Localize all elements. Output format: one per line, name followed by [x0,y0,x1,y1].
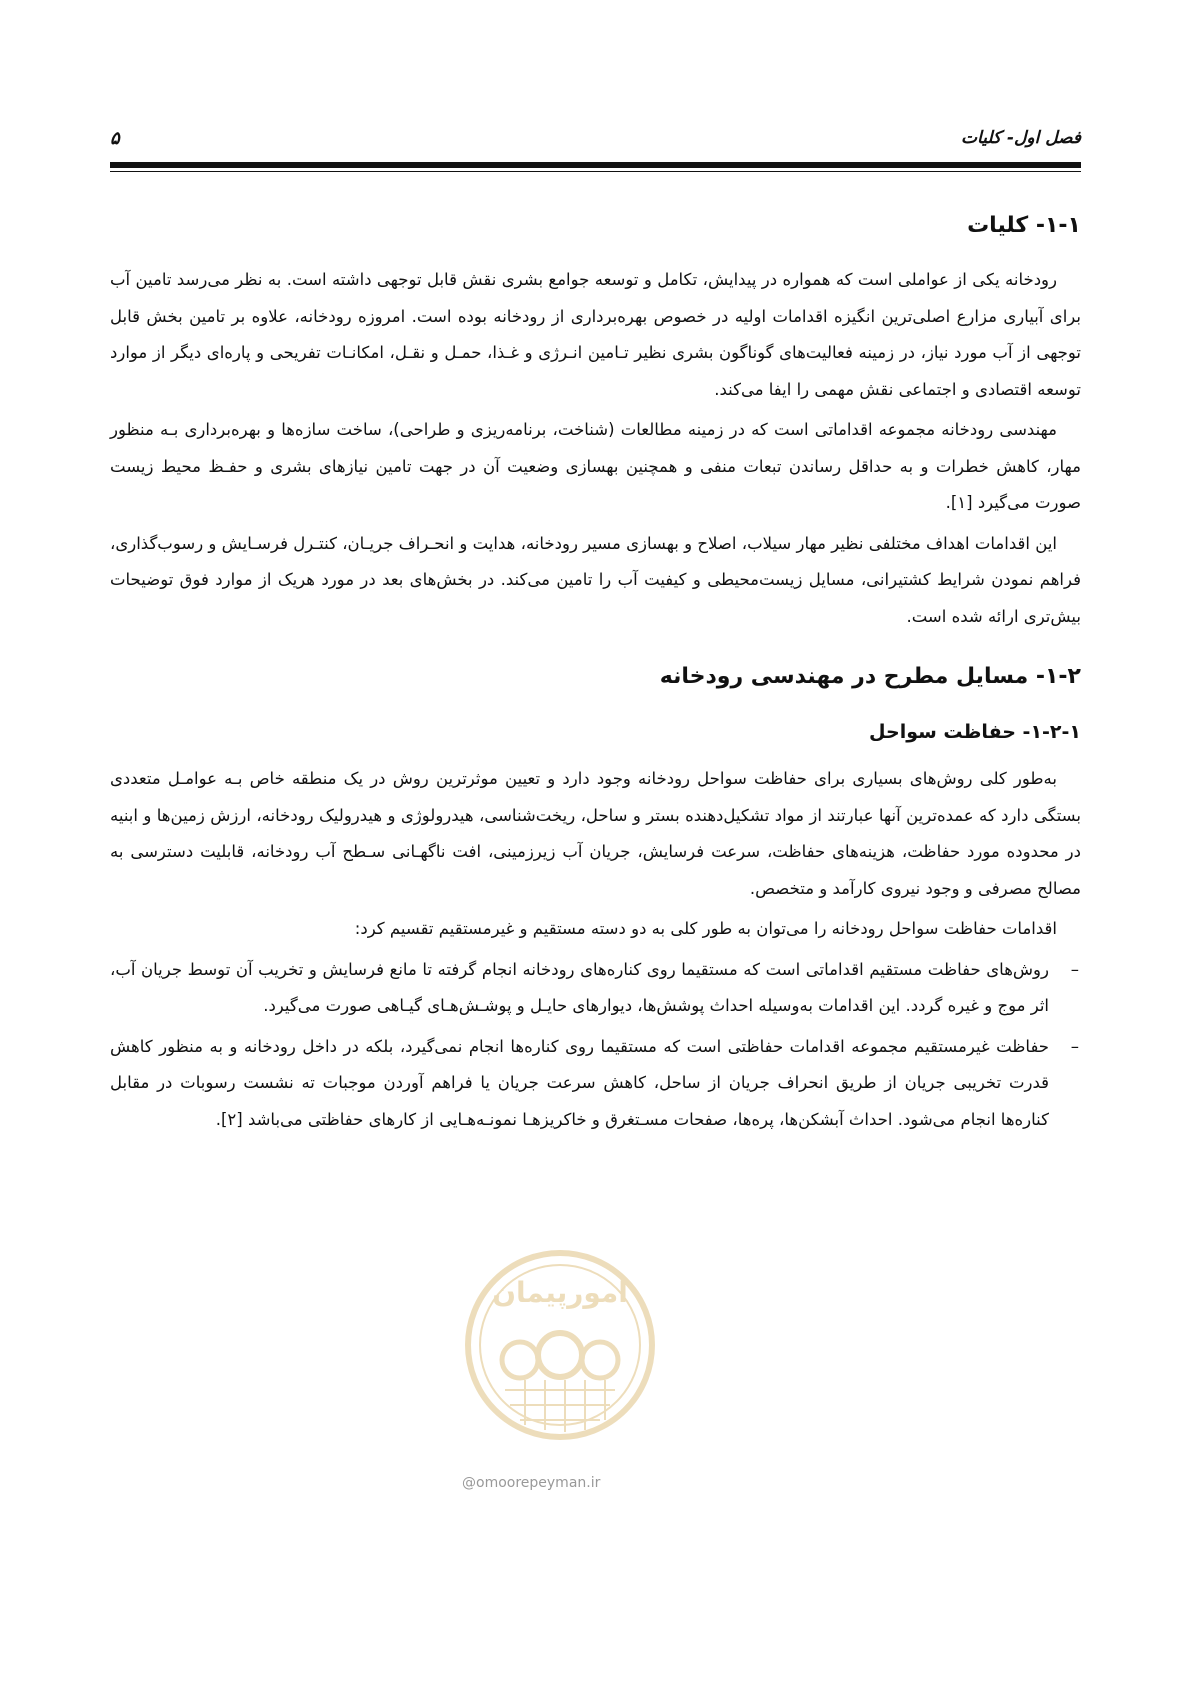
section-heading-1-1: ۱-۱- کلیات [967,213,1081,238]
page-content [110,210,1081,1142]
bullet-dash: – [1070,959,1079,979]
bullet-list [110,952,1081,1139]
header-rule-thin [110,171,1081,172]
bullet-dash: – [1070,1036,1079,1056]
gear-icon [582,1342,618,1378]
gear-icon [538,1333,582,1377]
seal-text: امورپیمان [492,1276,628,1309]
paragraph: این اقدامات اهداف مختلفی نظیر مهار سیلاب، اصلاح و بهسازی مسیر رودخانه، هدایت و انحـراف جریـان، کنتـرل فرسـایش و رسوب‌گذاری، فراهم نمودن شرایط کشتیرانی، مسایل زیست‌محیطی و کیفیت آب را تامین می‌کند. در بخش‌های بعد در مورد هریک از موارد فوق توضیحات بیش‌تری ارائه شده است. [110,533,1081,626]
page-number: ۵ [110,128,120,149]
watermark-seal [455,1240,665,1470]
list-item [110,1029,1081,1139]
gear-icon [502,1342,538,1378]
section-heading-1-2-1: ۱-۲-۱- حفاظت سواحل [869,721,1081,743]
chapter-title: فصل اول- کلیات [961,128,1081,148]
section-heading-1-2: ۱-۲- مسایل مطرح در مهندسی رودخانه [659,664,1081,689]
header-rule-thick [110,162,1081,168]
list-item [110,952,1081,1025]
list-item-text: حفاظت غیرمستقیم مجموعه اقدامات حفاظتی است که مستقیما روی کناره‌ها انجام نمی‌گیرد، بلکه در داخل رودخانه و به منظور کاهش قدرت تخریبی جریان از طریق انحراف جریان از ساحل، کاهش سرعت جریان یا فراهم آوردن موجبات ته نشست رسوبات در مقابل کناره‌ها انجام می‌شود. احداث آبشکن‌ها، پره‌ها، صفحات مسـتغرق و خاکریزهـا نمونـه‌هـایی از کارهای حفاظتی می‌باشد [۲]. [110,1036,1049,1129]
page-header [110,128,1081,158]
paragraph: به‌طور کلی روش‌های بسیاری برای حفاظت سواحل رودخانه وجود دارد و تعیین موثرترین روش در یک منطقه خاص بـه عوامـل متعددی بستگی دارد که عمده‌ترین آنها عبارتند از مواد تشکیل‌دهنده بستر و ساحل، ریخت‌شناسی، هیدرولوژی و هیدرولیک رودخانه، ارزش زمین‌ها و ابنیه در محدوده مورد حفاظت، هزینه‌های حفاظت، سرعت فرسایش، جریان آب زیرزمینی، افت ناگهـانی سـطح آب رودخانه، قابلیت دسترسی به مصالح مصرفی و وجود نیروی کارآمد و متخصص. [110,769,1081,898]
paragraph: رودخانه یکی از عواملی است که همواره در پیدایش، تکامل و توسعه جوامع بشری نقش قابل توجهی داشته است. به نظر می‌رسد تامین آب برای آبیاری مزارع اصلی‌ترین انگیزه اقدامات اولیه در خصوص بهره‌برداری از رودخانه بوده است. امروزه رودخانه، علاوه بر تامین بخش قابل توجهی از آب مورد نیاز، در زمینه فعالیت‌های گوناگون بشری نظیر تـامین انـرژی و غـذا، حمـل و نقـل، امکانـات تفریحی و پاره‌ای دیگر از موارد توسعه اقتصادی و اجتماعی نقش مهمی را ایفا می‌کند. [110,270,1081,399]
paragraph: مهندسی رودخانه مجموعه اقداماتی است که در زمینه مطالعات (شناخت، برنامه‌ریزی و طراحی)، ساخت سازه‌ها و بهره‌برداری بـه منظور مهار، کاهش خطرات و به حداقل رساندن تبعات منفی و همچنین بهسازی وضعیت آن در جهت تامین نیازهای بشری و حفـظ محیط زیست صورت می‌گیرد [۱]. [110,420,1081,512]
paragraph: اقدامات حفاظت سواحل رودخانه را می‌توان به طور کلی به دو دسته مستقیم و غیرمستقیم تقسیم کرد: [354,919,1057,938]
watermark-url: @omoorepeyman.ir [462,1475,601,1491]
list-item-text: روش‌های حفاظت مستقیم اقداماتی است که مستقیما روی کناره‌های رودخانه انجام گرفته تا مانع فرسایش و تخریب آن توسط جریان آب، اثر موج و غیره گردد. این اقدامات به‌وسیله احداث پوشش‌ها، دیوارهای حایـل و پوشـش‌هـای گیـاهی صورت می‌گیرد. [110,959,1049,1015]
